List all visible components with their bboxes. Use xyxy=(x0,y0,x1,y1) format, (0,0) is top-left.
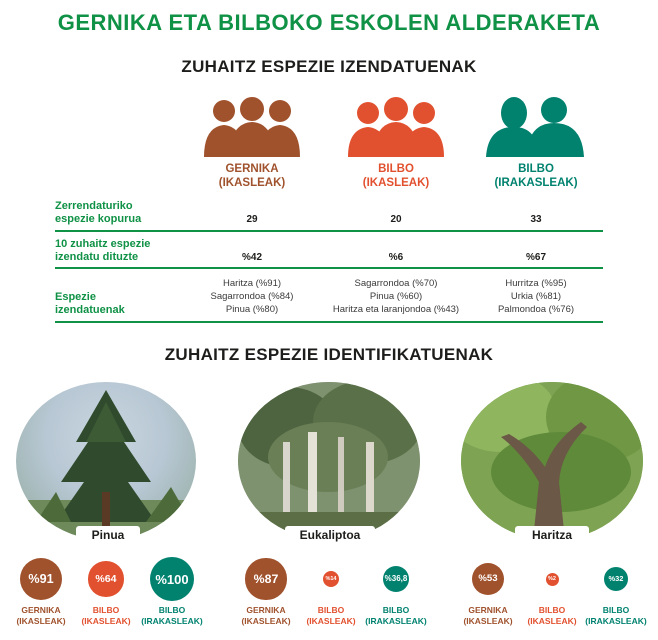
cell-value: 29 xyxy=(246,214,258,225)
cell-value: %42 xyxy=(241,252,262,263)
percent-bubble: %36,8 xyxy=(383,566,410,593)
bubble-label: BILBO (IKASLEAK) xyxy=(527,605,577,626)
eucalyptus-tree-image xyxy=(238,382,420,540)
pine-tree-image xyxy=(16,382,196,540)
section-title-named: ZUHAITZ ESPEZIE IZENDATUENAK xyxy=(181,57,477,76)
bubble-label: BILBO (IRAKASLEAK) xyxy=(365,605,427,626)
cell-value: 20 xyxy=(390,214,402,225)
row-divider xyxy=(55,230,603,232)
row-divider xyxy=(55,267,603,269)
percent-bubble: %100 xyxy=(150,557,194,601)
bubble-label: GERNIKA (IKASLEAK) xyxy=(241,605,291,626)
tree-name-oak: Haritza xyxy=(515,526,589,544)
percent-bubble: %14 xyxy=(323,571,339,587)
section-title-identified: ZUHAITZ ESPEZIE IDENTIFIKATUENAK xyxy=(164,345,494,364)
tree-name-pine: Pinua xyxy=(76,526,140,544)
cell-value: 33 xyxy=(530,214,542,225)
row-label-top-ten: 10 zuhaitz espezie izendatu dituzte xyxy=(55,238,151,263)
bubble-label: GERNIKA (IKASLEAK) xyxy=(463,605,513,626)
cell-value: %6 xyxy=(388,252,404,263)
bubble-label: GERNIKA (IKASLEAK) xyxy=(16,605,66,626)
main-title: GERNIKA ETA BILBOKO ESKOLEN ALDERAKETA xyxy=(57,10,601,35)
cell-list: Sagarrondoa (%70) Pinua (%60) Haritza eta laranjondoa (%43) xyxy=(332,278,460,315)
cell-list: Hurritza (%95) Urkia (%81) Palmondoa (%76) xyxy=(497,278,575,315)
row-label-species-count: Zerrendaturiko espezie kopurua xyxy=(55,200,142,225)
cell-list: Haritza (%91) Sagarrondoa (%84) Pinua (%80) xyxy=(210,278,294,315)
percent-bubble: %53 xyxy=(472,563,504,595)
bubble-label: BILBO (IRAKASLEAK) xyxy=(141,605,203,626)
column-header-bilbo-students: BILBO (IKASLEAK) xyxy=(362,163,430,189)
students-group-icon xyxy=(340,97,452,157)
bubble-label: BILBO (IKASLEAK) xyxy=(81,605,131,626)
bubble-label: BILBO (IKASLEAK) xyxy=(306,605,356,626)
cell-value: %67 xyxy=(525,252,546,263)
percent-bubble: %87 xyxy=(245,558,286,599)
column-header-bilbo-teachers: BILBO (IRAKASLEAK) xyxy=(494,163,578,189)
row-label-most-named: Espezie izendatuenak xyxy=(55,291,125,316)
percent-bubble: %32 xyxy=(604,567,629,592)
percent-bubble: %64 xyxy=(88,561,123,596)
oak-tree-image xyxy=(461,382,643,540)
percent-bubble: %2 xyxy=(546,573,559,586)
column-header-gernika-students: GERNIKA (IKASLEAK) xyxy=(218,163,286,189)
teachers-group-icon xyxy=(480,97,592,157)
row-divider xyxy=(55,321,603,323)
percent-bubble: %91 xyxy=(20,558,62,600)
tree-name-eucalyptus: Eukaliptoa xyxy=(285,526,375,544)
bubble-label: BILBO (IRAKASLEAK) xyxy=(585,605,647,626)
students-group-icon xyxy=(196,97,308,157)
